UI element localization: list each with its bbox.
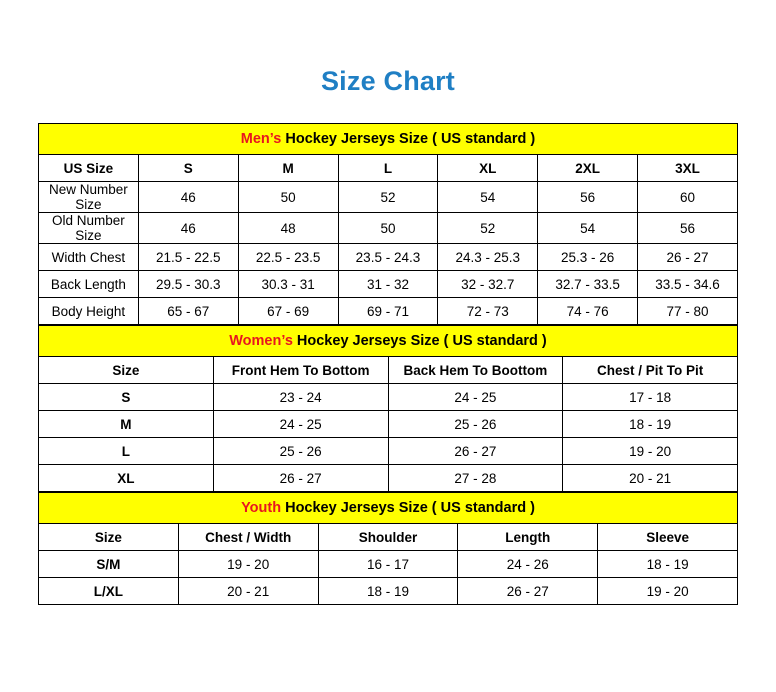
mens-cell-new-number-size-m: 50 — [238, 182, 338, 213]
womens-cell-xl-back-hem: 27 - 28 — [388, 465, 563, 492]
table-row — [39, 438, 738, 465]
mens-header-s: S — [138, 155, 238, 182]
youth-cell-sm-chest-width: 19 - 20 — [178, 551, 318, 578]
mens-header-row — [39, 155, 738, 182]
mens-cell-back-length-s: 29.5 - 30.3 — [138, 271, 238, 298]
mens-cell-old-number-size-s: 46 — [138, 213, 238, 244]
womens-row-label-l: L — [39, 438, 214, 465]
mens-cell-new-number-size-l: 52 — [338, 182, 438, 213]
mens-banner-row — [39, 124, 738, 155]
mens-header-3xl: 3XL — [638, 155, 738, 182]
mens-cell-body-height-2xl: 74 - 76 — [538, 298, 638, 325]
womens-banner-row — [39, 326, 738, 357]
table-row — [39, 551, 738, 578]
page-title: Size Chart — [320, 66, 456, 96]
table-row — [39, 578, 738, 605]
mens-header-l: L — [338, 155, 438, 182]
mens-cell-old-number-size-l: 50 — [338, 213, 438, 244]
youth-header-shoulder: Shoulder — [318, 524, 458, 551]
mens-row-label-old-number-size: Old Number Size — [39, 213, 139, 244]
table-row — [39, 182, 738, 213]
mens-banner-accent: Men’s — [240, 131, 282, 147]
womens-cell-xl-front-hem: 26 - 27 — [213, 465, 388, 492]
table-row — [39, 298, 738, 325]
womens-cell-s-chest-pit: 17 - 18 — [563, 384, 738, 411]
mens-cell-body-height-xl: 72 - 73 — [438, 298, 538, 325]
womens-cell-m-front-hem: 24 - 25 — [213, 411, 388, 438]
womens-cell-xl-chest-pit: 20 - 21 — [563, 465, 738, 492]
mens-cell-width-chest-xl: 24.3 - 25.3 — [438, 244, 538, 271]
youth-banner-row — [39, 493, 738, 524]
mens-row-label-new-number-size: New Number Size — [39, 182, 139, 213]
womens-cell-m-chest-pit: 18 - 19 — [563, 411, 738, 438]
size-tables — [38, 123, 738, 605]
table-row — [39, 244, 738, 271]
mens-cell-back-length-2xl: 32.7 - 33.5 — [538, 271, 638, 298]
youth-cell-sm-sleeve: 18 - 19 — [598, 551, 738, 578]
youth-cell-sm-length: 24 - 26 — [458, 551, 598, 578]
womens-header-row — [39, 357, 738, 384]
mens-header-xl: XL — [438, 155, 538, 182]
mens-cell-back-length-3xl: 33.5 - 34.6 — [638, 271, 738, 298]
womens-banner-accent: Women’s — [229, 333, 293, 349]
mens-row-label-back-length: Back Length — [39, 271, 139, 298]
womens-cell-m-back-hem: 25 - 26 — [388, 411, 563, 438]
table-row — [39, 384, 738, 411]
youth-banner-cell — [39, 493, 738, 524]
mens-cell-old-number-size-2xl: 54 — [538, 213, 638, 244]
mens-cell-back-length-m: 30.3 - 31 — [238, 271, 338, 298]
youth-cell-lxl-length: 26 - 27 — [458, 578, 598, 605]
youth-header-sleeve: Sleeve — [598, 524, 738, 551]
womens-header-size: Size — [39, 357, 214, 384]
table-row — [39, 411, 738, 438]
mens-header-2xl: 2XL — [538, 155, 638, 182]
youth-cell-sm-shoulder: 16 - 17 — [318, 551, 458, 578]
youth-size-table — [38, 492, 738, 605]
mens-row-label-body-height: Body Height — [39, 298, 139, 325]
youth-banner-accent: Youth — [241, 500, 282, 516]
womens-row-label-s: S — [39, 384, 214, 411]
mens-cell-old-number-size-3xl: 56 — [638, 213, 738, 244]
mens-cell-old-number-size-m: 48 — [238, 213, 338, 244]
mens-cell-width-chest-3xl: 26 - 27 — [638, 244, 738, 271]
womens-banner-cell — [39, 326, 738, 357]
womens-header-chest-pit: Chest / Pit To Pit — [563, 357, 738, 384]
youth-header-row — [39, 524, 738, 551]
mens-cell-new-number-size-2xl: 56 — [538, 182, 638, 213]
womens-cell-s-back-hem: 24 - 25 — [388, 384, 563, 411]
youth-banner-rest: Hockey Jerseys Size ( US standard ) — [281, 500, 535, 516]
womens-row-label-xl: XL — [39, 465, 214, 492]
mens-cell-body-height-l: 69 - 71 — [338, 298, 438, 325]
womens-row-label-m: M — [39, 411, 214, 438]
mens-row-label-width-chest: Width Chest — [39, 244, 139, 271]
youth-header-length: Length — [458, 524, 598, 551]
youth-cell-lxl-chest-width: 20 - 21 — [178, 578, 318, 605]
mens-header-us-size: US Size — [39, 155, 139, 182]
mens-header-m: M — [238, 155, 338, 182]
womens-size-table — [38, 325, 738, 492]
youth-row-label-lxl: L/XL — [39, 578, 179, 605]
mens-cell-body-height-s: 65 - 67 — [138, 298, 238, 325]
youth-header-size: Size — [39, 524, 179, 551]
mens-cell-back-length-l: 31 - 32 — [338, 271, 438, 298]
mens-cell-back-length-xl: 32 - 32.7 — [438, 271, 538, 298]
womens-header-back-hem: Back Hem To Boottom — [388, 357, 563, 384]
womens-cell-l-chest-pit: 19 - 20 — [563, 438, 738, 465]
mens-cell-new-number-size-3xl: 60 — [638, 182, 738, 213]
womens-cell-s-front-hem: 23 - 24 — [213, 384, 388, 411]
table-row — [39, 465, 738, 492]
mens-banner-rest: Hockey Jerseys Size ( US standard ) — [281, 131, 536, 147]
mens-cell-width-chest-l: 23.5 - 24.3 — [338, 244, 438, 271]
womens-banner-rest: Hockey Jerseys Size ( US standard ) — [292, 333, 547, 349]
youth-cell-lxl-shoulder: 18 - 19 — [318, 578, 458, 605]
mens-cell-body-height-3xl: 77 - 80 — [638, 298, 738, 325]
mens-banner-cell — [39, 124, 738, 155]
womens-header-front-hem: Front Hem To Bottom — [213, 357, 388, 384]
mens-cell-old-number-size-xl: 52 — [438, 213, 538, 244]
table-row — [39, 213, 738, 244]
womens-cell-l-back-hem: 26 - 27 — [388, 438, 563, 465]
mens-cell-width-chest-2xl: 25.3 - 26 — [538, 244, 638, 271]
youth-row-label-sm: S/M — [39, 551, 179, 578]
womens-cell-l-front-hem: 25 - 26 — [213, 438, 388, 465]
mens-cell-width-chest-m: 22.5 - 23.5 — [238, 244, 338, 271]
mens-cell-width-chest-s: 21.5 - 22.5 — [138, 244, 238, 271]
youth-header-chest-width: Chest / Width — [178, 524, 318, 551]
table-row — [39, 271, 738, 298]
mens-cell-new-number-size-xl: 54 — [438, 182, 538, 213]
mens-cell-new-number-size-s: 46 — [138, 182, 238, 213]
mens-cell-body-height-m: 67 - 69 — [238, 298, 338, 325]
mens-size-table — [38, 123, 738, 325]
youth-cell-lxl-sleeve: 19 - 20 — [598, 578, 738, 605]
